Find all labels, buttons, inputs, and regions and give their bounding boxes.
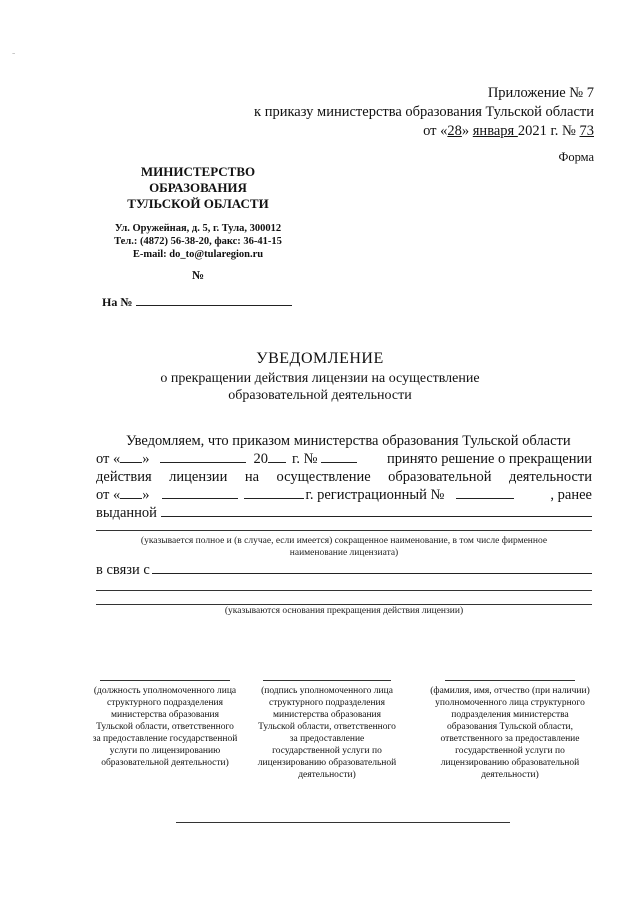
position-line (100, 680, 230, 681)
address-email: E-mail: do_to@tularegion.ru (132, 249, 264, 260)
address-phone: Тел.: (4872) 56-38-20, факс: 36-41-15 (114, 236, 282, 247)
body-line5 (96, 504, 592, 522)
body-line4 (96, 486, 592, 504)
licensee-caption-line1: (указывается полное и (в случае, если имеется) сокращенное наименование, в том числе фирменное (140, 536, 548, 546)
order-day-blank (120, 450, 142, 463)
issued-to-label: выданной (96, 505, 157, 521)
appendix-line3 (254, 122, 594, 141)
license-text: действия лицензии на осуществление образовательной деятельности (96, 469, 592, 485)
document-title: УВЕДОМЛЕНИЕ (256, 350, 384, 367)
ministry-address (102, 222, 294, 261)
reference-number-label: На № (102, 295, 133, 309)
appendix-block (254, 84, 594, 141)
body-paragraph-start: Уведомляем, что приказом министерства образования Тульской области (126, 433, 571, 449)
ministry-line2: ОБРАЗОВАНИЯ (149, 180, 247, 195)
name-line (445, 680, 575, 681)
order-month-blank (160, 450, 246, 463)
address-street: Ул. Оружейная, д. 5, г. Тула, 300012 (114, 223, 282, 234)
form-label: Форма (558, 150, 594, 164)
registration-number-label: г. регистрационный № (305, 487, 445, 503)
reason-blank (152, 561, 592, 574)
order-year-prefix: 20 (253, 451, 269, 467)
reason-row (96, 561, 592, 579)
appendix-year: 2021 г. № (517, 123, 580, 139)
license-month-blank (162, 486, 238, 499)
appendix-line1: Приложение № 7 (487, 85, 594, 101)
signature-sign-column (256, 680, 398, 781)
notification-body (96, 432, 592, 522)
position-caption: (должность уполномоченного лица структурного подразделения министерства образования Тульской области, ответственного за предоставление государственной услуги по лицензированию образовательной деятельности) (92, 686, 238, 768)
registration-number-blank (456, 486, 514, 499)
license-date-close-quote: » (142, 487, 150, 503)
licensee-name-line (96, 530, 592, 531)
appendix-month: января (472, 123, 518, 139)
subtitle-line2: образовательной деятельности (228, 388, 412, 403)
license-day-blank (120, 486, 142, 499)
subtitle-line1: о прекращении действия лицензии на осуществление (160, 371, 480, 386)
appendix-line2: к приказу министерства образования Тульской области (254, 104, 594, 120)
body-line3 (96, 468, 592, 486)
ministry-name (102, 164, 294, 212)
signature-position-column (92, 680, 238, 769)
ministry-line3: ТУЛЬСКОЙ ОБЛАСТИ (127, 196, 269, 211)
body-line2 (96, 450, 592, 468)
license-date-prefix: от « (96, 487, 121, 503)
reason-line-2 (96, 590, 592, 591)
appendix-date-mid: » (461, 123, 473, 139)
order-number-label: г. № (292, 451, 318, 467)
document-subtitle (0, 370, 640, 404)
corner-mark: - (12, 48, 16, 59)
appendix-day: 28 (447, 123, 462, 139)
order-year-blank (268, 450, 286, 463)
sign-line (263, 680, 391, 681)
license-year-blank (244, 486, 304, 499)
body-line1 (96, 432, 592, 450)
reason-caption: (указываются основания прекращения действия лицензии) (224, 606, 464, 616)
bottom-line (176, 822, 510, 823)
reference-number-line (136, 305, 292, 306)
decision-text: принято решение о прекращении (386, 451, 592, 467)
licensee-caption (96, 535, 592, 559)
licensee-caption-line2: наименование лицензиата) (289, 548, 399, 558)
appendix-number: 73 (579, 123, 594, 139)
name-caption: (фамилия, имя, отчество (при наличии) уполномоченного лица структурного подразделения министерства образования Тульской области, ответственного за предоставление государственной услуги по лицензированию образовательной деятельности) (430, 686, 590, 780)
issued-to-blank (161, 504, 592, 517)
order-number-blank (321, 450, 357, 463)
ministry-line1: МИНИСТЕРСТВО (140, 164, 256, 179)
signature-name-column (430, 680, 590, 781)
sign-caption: (подпись уполномоченного лица структурного подразделения министерства образования Тульской области, ответственного за предоставление государственной услуги по лицензированию образовательной деятельности) (257, 686, 397, 780)
order-date-prefix: от « (96, 451, 121, 467)
reason-label: в связи с (96, 562, 150, 578)
appendix-date-prefix: от « (423, 123, 448, 139)
order-date-close-quote: » (142, 451, 150, 467)
outgoing-number-label: № (191, 268, 205, 282)
previously-text: , ранее (550, 487, 592, 503)
